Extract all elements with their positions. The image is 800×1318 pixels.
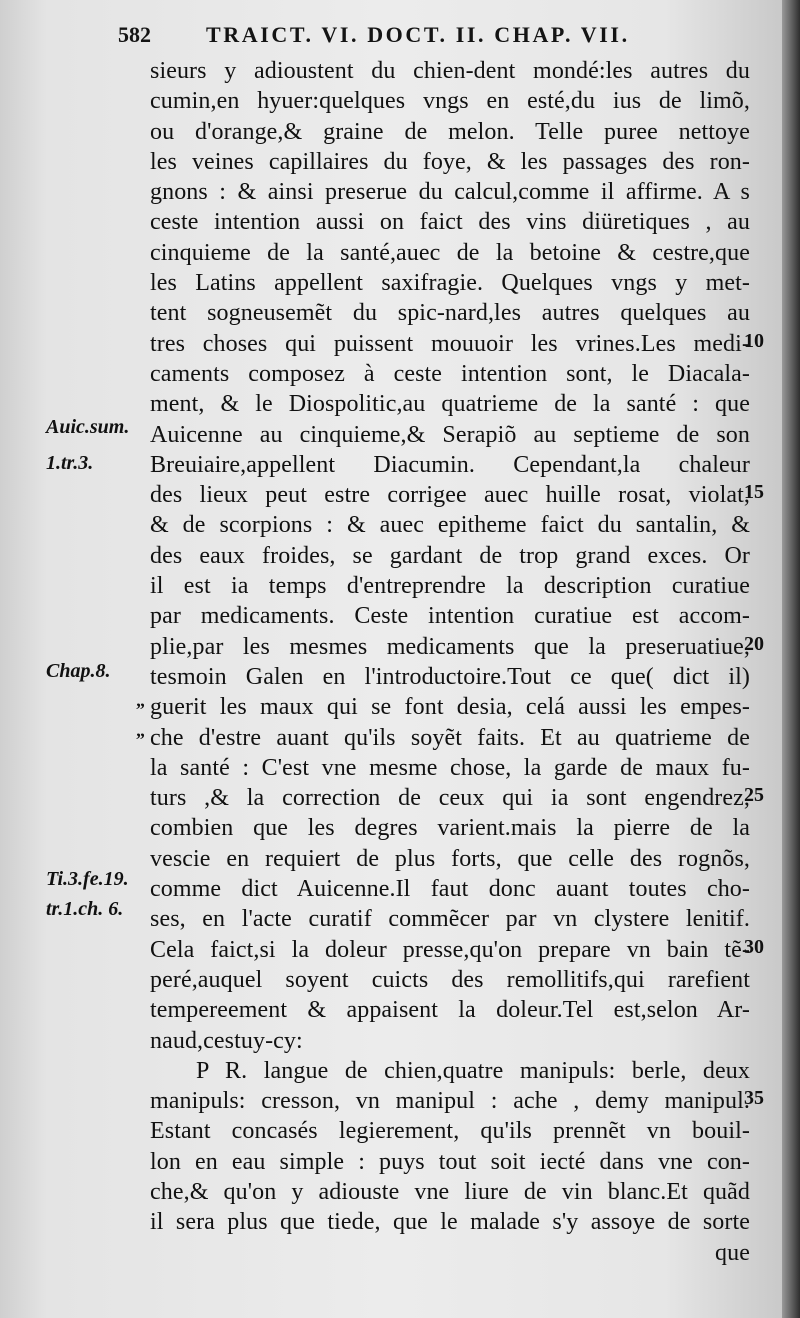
- text-line: ment, & le Diospolitic,au quatrieme de la santé : que: [150, 391, 750, 418]
- text-line: les Latins appellent saxifragie. Quelques vngs y met-: [150, 270, 750, 297]
- text-line: lon en eau simple : puys tout soit iecté dans vne con-: [150, 1148, 750, 1175]
- text-line: guerit les maux qui se font desia, celá aussi les empes-: [150, 694, 750, 721]
- text-line: vescie en requiert de plus forts, que celle des rognõs,: [150, 845, 750, 872]
- text-line: cumin,en hyuer:quelques vngs en esté,du ius de limõ,: [150, 88, 750, 115]
- text-line: turs ,& la correction de ceux qui ia sont engendrez,: [150, 785, 750, 812]
- margin-note: Auic.sum.: [46, 416, 130, 438]
- text-line: il sera plus que tiede, que le malade s'y assoye de sorte: [150, 1209, 750, 1236]
- text-line: ou d'orange,& graine de melon. Telle puree nettoye: [150, 118, 750, 145]
- text-line: peré,auquel soyent cuicts des remollitifs,qui rarefient: [150, 966, 750, 993]
- text-line: che,& qu'on y adiouste vne liure de vin blanc.Et quãd: [150, 1178, 750, 1205]
- text-line: par medicaments. Ceste intention curatiue est accom-: [150, 603, 750, 630]
- text-line: Estant concasés legierement, qu'ils prennẽt vn bouil-: [150, 1118, 750, 1145]
- margin-note: tr.1.ch. 6.: [46, 898, 124, 920]
- text-line: P R. langue de chien,quatre manipuls: berle, deux: [196, 1057, 750, 1084]
- text-line: combien que les degres varient.mais la pierre de la: [150, 815, 750, 842]
- margin-note: Chap.8.: [46, 660, 111, 682]
- line-number: 35: [744, 1087, 764, 1109]
- text-line: la santé : C'est vne mesme chose, la garde de maux fu-: [150, 754, 750, 781]
- margin-note: Ti.3.fe.19.: [46, 868, 129, 890]
- text-line: Auicenne au cinquieme,& Serapiõ au septieme de son: [150, 421, 750, 448]
- body-text: [150, 56, 750, 1268]
- quote-mark: „: [136, 690, 145, 710]
- text-line: il est ia temps d'entreprendre la description curatiue: [150, 573, 750, 600]
- text-line: ses, en l'acte curatif commẽcer par vn clystere lenitif.: [150, 906, 750, 933]
- page-header: [118, 14, 678, 52]
- text-line: des lieux peut estre corrigee auec huille rosat, violat,: [150, 482, 750, 509]
- running-head: TRAICT. VI. DOCT. II. CHAP. VII.: [206, 22, 630, 47]
- text-line: naud,cestuy-cy:: [150, 1027, 303, 1054]
- text-line: cinquieme de la santé,auec de la betoine & cestre,que: [150, 239, 750, 266]
- line-number: 10: [744, 330, 764, 352]
- line-number: 20: [744, 633, 764, 655]
- text-line: Breuiaire,appellent Diacumin. Cependant,la chaleur: [150, 451, 750, 478]
- quote-mark: „: [136, 720, 145, 740]
- text-line: les veines capillaires du foye, & les passages des ron-: [150, 148, 750, 175]
- adjacent-page-edge: [782, 0, 800, 1318]
- text-line: tesmoin Galen en l'introductoire.Tout ce que( dict il): [150, 663, 750, 690]
- text-line: sieurs y adioustent du chien-dent mondé:les autres du: [150, 58, 750, 84]
- line-number: 15: [744, 481, 764, 503]
- text-line: des eaux froides, se gardant de trop grand exces. Or: [150, 542, 750, 569]
- text-line: caments composez à ceste intention sont, le Diacala-: [150, 360, 750, 387]
- text-line: tempereement & appaisent la doleur.Tel est,selon Ar-: [150, 997, 750, 1024]
- margin-note: 1.tr.3.: [46, 452, 94, 474]
- line-number: 30: [744, 936, 764, 958]
- page-number: 582: [118, 22, 151, 47]
- text-line: comme dict Auicenne.Il faut donc auant toutes cho-: [150, 876, 750, 903]
- text-line: che d'estre auant qu'ils soyẽt faits. Et au quatrieme de: [150, 724, 750, 751]
- text-line: tres choses qui puissent mouuoir les vrines.Les medi-: [150, 330, 750, 357]
- text-line: Cela faict,si la doleur presse,qu'on prepare vn bain tẽ-: [150, 936, 750, 963]
- text-line: plie,par les mesmes medicaments que la preseruatiue,: [150, 633, 750, 660]
- text-line: gnons : & ainsi preserue du calcul,comme il affirme. A s: [150, 179, 750, 206]
- text-line: manipuls: cresson, vn manipul : ache , demy manipul.: [150, 1088, 750, 1115]
- text-line: ceste intention aussi on faict des vins diüretiques , au: [150, 209, 750, 236]
- line-number: 25: [744, 784, 764, 806]
- catchword: que: [715, 1239, 750, 1266]
- text-line: & de scorpions : & auec epitheme faict du santalin, &: [150, 512, 750, 539]
- text-line: tent sogneusemẽt du spic-nard,les autres quelques au: [150, 300, 750, 327]
